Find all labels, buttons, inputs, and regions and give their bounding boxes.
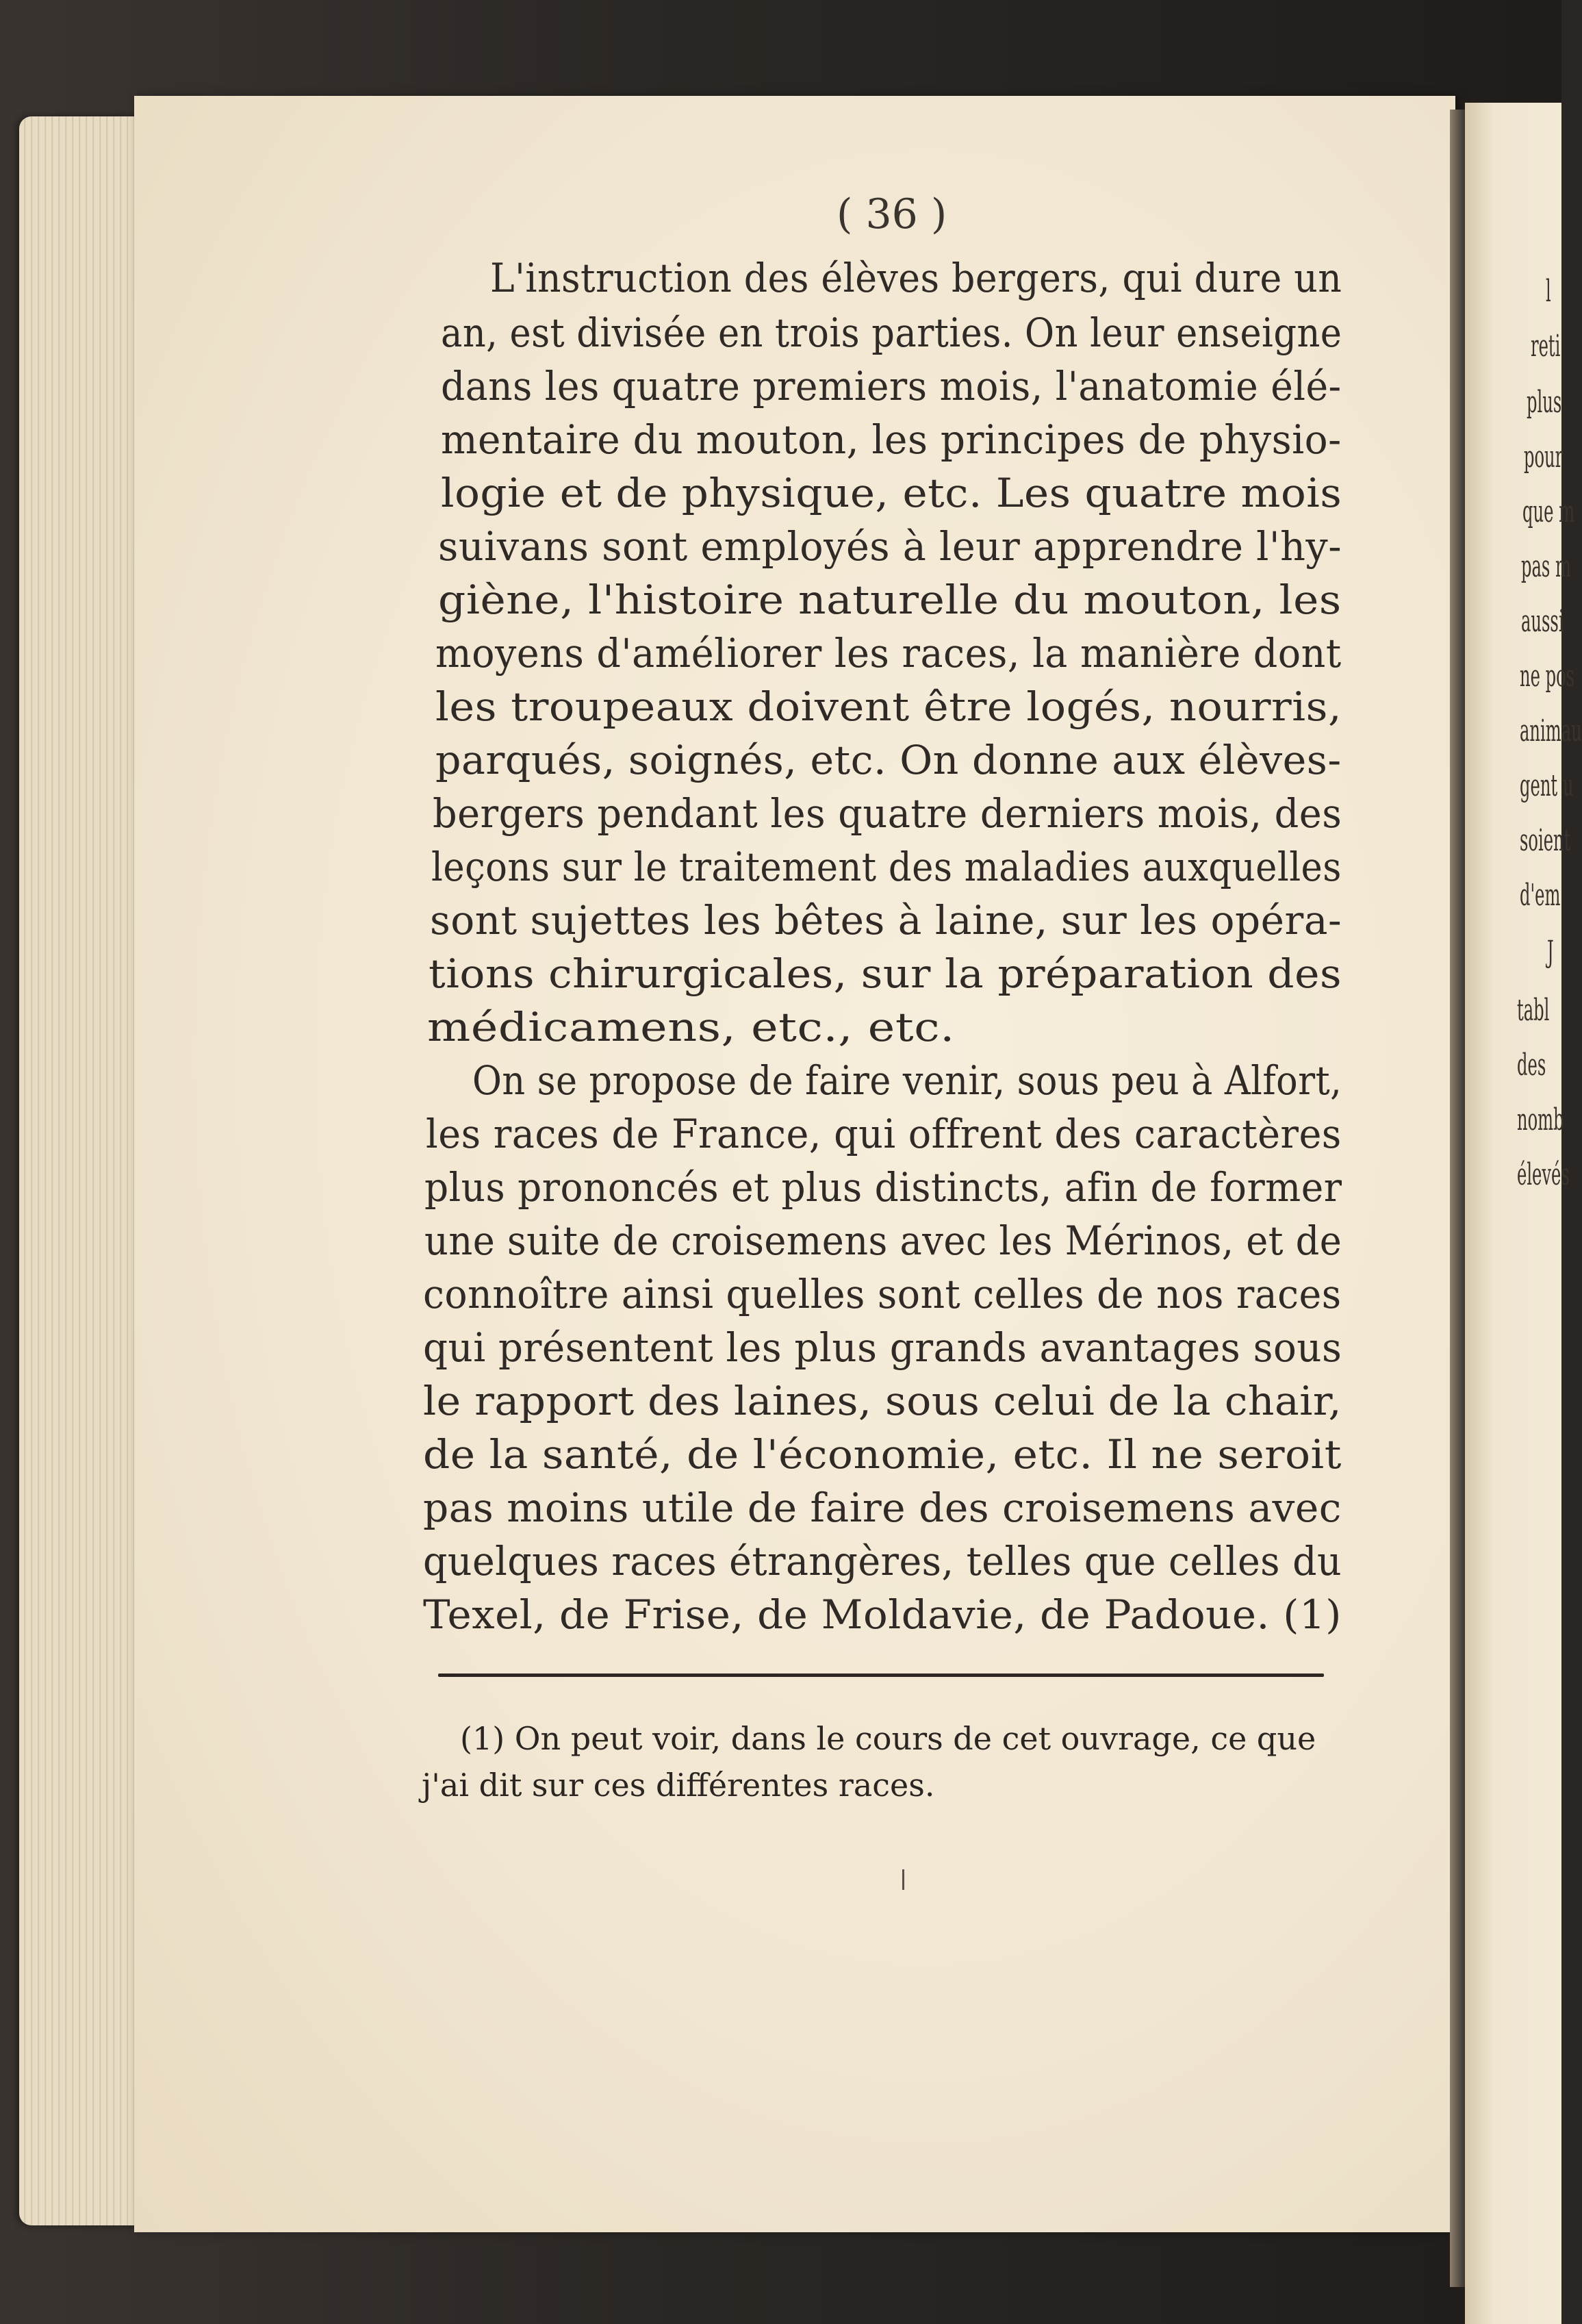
text-line: mentaire du mouton, les principes de physio- bbox=[441, 416, 1342, 463]
text-line: de la santé, de l'économie, etc. Il ne seroit bbox=[423, 1431, 1342, 1478]
facing-word: d'em bbox=[1520, 878, 1561, 913]
footnote-line: (1) On peut voir, dans le cours de cet ouvrage, ce que bbox=[460, 1720, 1316, 1757]
page-number: ( 36 ) bbox=[837, 190, 947, 238]
facing-word: pas m bbox=[1521, 549, 1571, 584]
facing-word: l bbox=[1546, 274, 1551, 309]
text-line: les races de France, qui offrent des caractères bbox=[426, 1111, 1342, 1157]
text-line: parqués, soignés, etc. On donne aux élèves- bbox=[435, 737, 1342, 783]
text-line: pas moins utile de faire des croisemens avec bbox=[423, 1485, 1342, 1531]
facing-word: reti bbox=[1531, 329, 1561, 364]
text-line: tions chirurgicales, sur la préparation des bbox=[429, 950, 1342, 997]
text-line: leçons sur le traitement des maladies auxquelles bbox=[431, 844, 1342, 890]
facing-word: ne pos bbox=[1520, 659, 1575, 694]
facing-word: tabl bbox=[1517, 993, 1550, 1028]
facing-word: que m bbox=[1522, 494, 1575, 529]
text-line: giène, l'histoire naturelle du mouton, les bbox=[438, 577, 1342, 623]
facing-word: élevés bbox=[1517, 1157, 1570, 1192]
text-line: On se propose de faire venir, sous peu à Alfort, bbox=[472, 1057, 1342, 1104]
facing-word: J bbox=[1547, 935, 1554, 970]
text-line: connoître ainsi quelles sont celles de nos races bbox=[423, 1271, 1342, 1317]
text-line: bergers pendant les quatre derniers mois, des bbox=[433, 790, 1342, 837]
footnote-rule bbox=[438, 1673, 1324, 1677]
text-line: dans les quatre premiers mois, l'anatomie élé- bbox=[441, 363, 1342, 409]
book-gutter bbox=[1450, 110, 1465, 2287]
text-line: an, est divisée en trois parties. On leur enseigne bbox=[441, 310, 1342, 356]
facing-page bbox=[1465, 103, 1582, 2324]
text-line: moyens d'améliorer les races, la manière dont bbox=[435, 630, 1342, 677]
text-line: sont sujettes les bêtes à laine, sur les opéra- bbox=[430, 897, 1342, 944]
facing-word: plus bbox=[1527, 385, 1562, 420]
facing-word: nomb bbox=[1517, 1102, 1564, 1137]
text-line: le rapport des laines, sous celui de la chair, bbox=[423, 1378, 1342, 1424]
facing-word: pour bbox=[1524, 440, 1564, 475]
text-line: Texel, de Frise, de Moldavie, de Padoue. (1) bbox=[423, 1591, 1342, 1638]
text-line: une suite de croisemens avec les Mérinos, et de bbox=[424, 1217, 1342, 1264]
text-line: les troupeaux doivent être logés, nourris, bbox=[435, 683, 1342, 730]
text-line: suivans sont employés à leur apprendre l'hy- bbox=[438, 523, 1342, 570]
facing-word: des bbox=[1517, 1048, 1546, 1083]
text-line: L'instruction des élèves bergers, qui dure un bbox=[490, 255, 1342, 301]
facing-word: aussi bbox=[1521, 604, 1564, 639]
facing-word: animau bbox=[1520, 713, 1582, 748]
text-line: plus prononcés et plus distincts, afin de former bbox=[424, 1164, 1342, 1211]
facing-word: soient bbox=[1520, 823, 1571, 858]
text-line: logie et de physique, etc. Les quatre mois bbox=[441, 470, 1342, 516]
text-line: médicamens, etc., etc. bbox=[427, 1004, 955, 1050]
text-line: quelques races étrangères, telles que celles du bbox=[423, 1538, 1342, 1584]
text-line: qui présentent les plus grands avantages sous bbox=[423, 1324, 1342, 1371]
footnote-line: j'ai dit sur ces différentes races. bbox=[422, 1767, 935, 1804]
facing-word: gent u bbox=[1520, 768, 1574, 803]
printer-mark bbox=[902, 1869, 904, 1890]
